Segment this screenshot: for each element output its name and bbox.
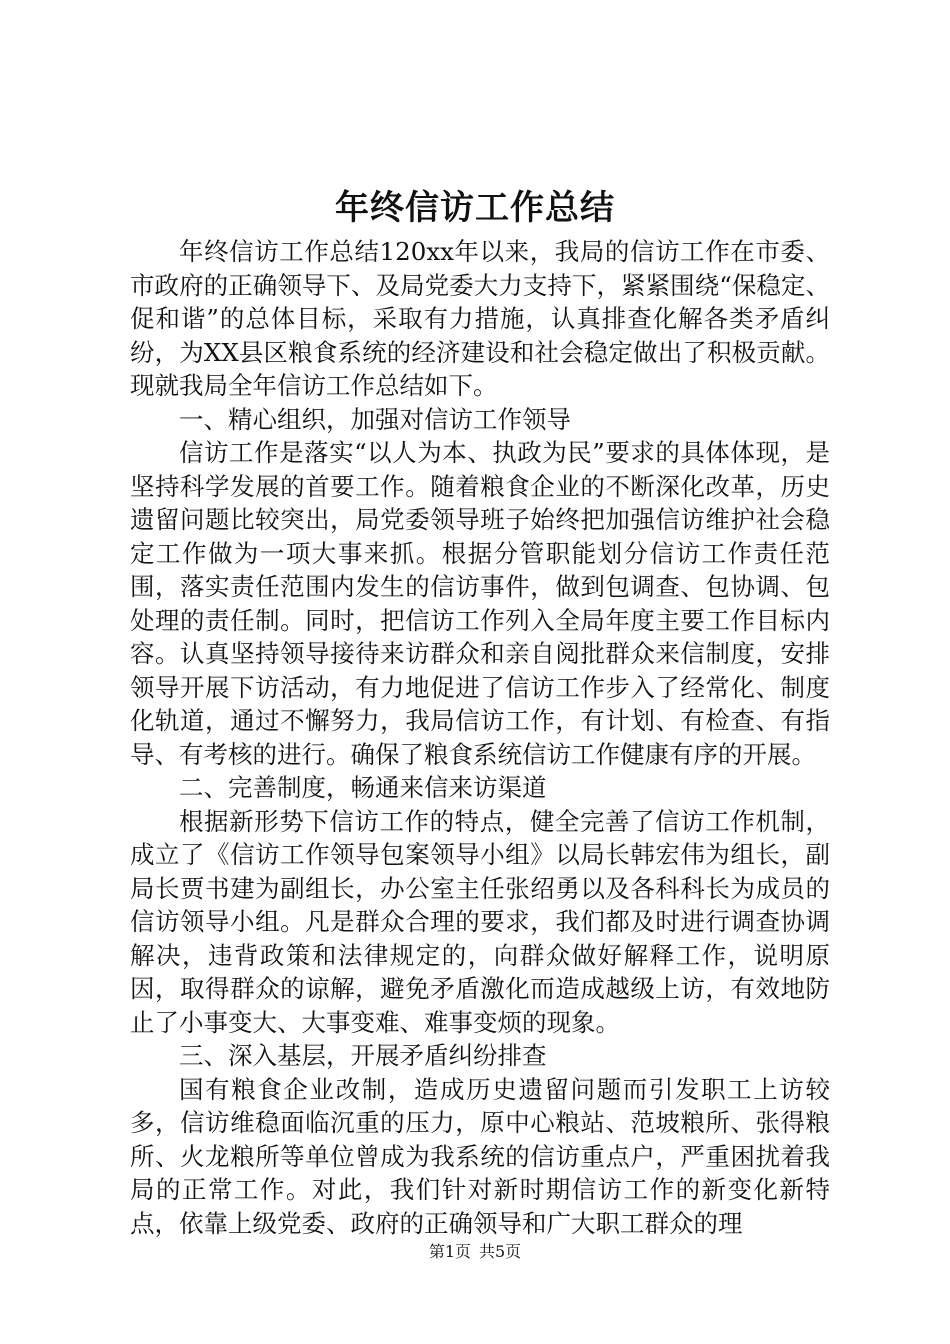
section-heading-3: 三、深入基层，开展矛盾纠纷排查 [179,1041,547,1070]
paragraph-section-3: 国有粮食企业改制，造成历史遗留问题而引发职工上访较多，信访维稳面临沉重的压力，原中心粮站、范坡粮所、张得粮所、火龙粮所等单位曾成为我系统的信访重点户，严重困扰着我局的正常工作。对此，我们针对新时期信访工作的新变化新特点，依靠上级党委、政府的正确领导和广大职工群众的理 [130,1074,830,1238]
paragraph-intro: 年终信访工作总结120xx年以来，我局的信访工作在市委、市政府的正确领导下、及局党委大力支持下，紧紧围绕“保稳定、促和谐”的总体目标，采取有力措施，认真排查化解各类矛盾纠纷，为XX县区粮食系统的经济建设和社会稳定做出了积极贡献。现就我局全年信访工作总结如下。 [130,237,830,400]
section-heading-1: 一、精心组织，加强对信访工作领导 [179,404,571,434]
paragraph-section-1: 信访工作是落实“以人为本、执政为民”要求的具体体现，是坚持科学发展的首要工作。随着粮食企业的不断深化改革，历史遗留问题比较突出，局党委领导班子始终把加强信访维护社会稳定工作做为一项大事来抓。根据分管职能划分信访工作责任范围，落实责任范围内发生的信访事件，做到包调查、包协调、包处理的责任制。同时，把信访工作列入全局年度主要工作目标内容。认真坚持领导接待来访群众和亲自阅批群众来信制度，安排领导开展下访活动，有力地促进了信访工作步入了经常化、制度化轨道，通过不懈努力，我局信访工作，有计划、有检查、有指导、有考核的进行。确保了粮食系统信访工作健康有序的开展。 [130,438,830,769]
page-footer [0,1241,950,1263]
section-heading-2: 二、完善制度，畅通来信来访渠道 [179,773,547,802]
document-title: 年终信访工作总结 [335,188,615,228]
document-body [130,235,830,1240]
page-total: 共5页 [479,1242,522,1261]
page-number: 第1页 [428,1242,471,1261]
paragraph-section-2: 根据新形势下信访工作的特点，健全完善了信访工作机制，成立了《信访工作领导包案领导小组》以局长韩宏伟为组长，副局长贾书建为副组长，办公室主任张绍勇以及各科科长为成员的信访领导小组。凡是群众合理的要求，我们都及时进行调查协调解决，违背政策和法律规定的，向群众做好解释工作，说明原因，取得群众的谅解，避免矛盾激化而造成越级上访，有效地防止了小事变大、大事变难、难事变烦的现象。 [130,806,830,1037]
